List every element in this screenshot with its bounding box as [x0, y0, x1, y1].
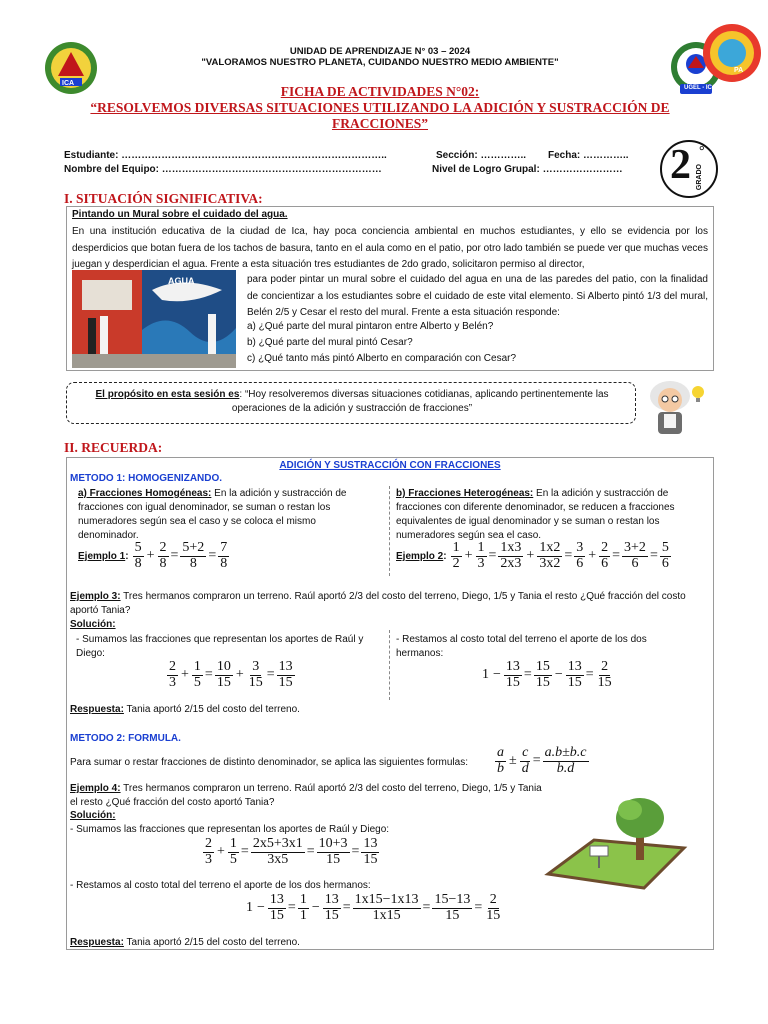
group-level-field[interactable]: Nivel de Logro Grupal: ……………………	[432, 164, 623, 175]
remember-box-title: ADICIÓN Y SUSTRACCIÓN CON FRACCIONES	[279, 460, 501, 471]
example-4-label: Ejemplo 4:	[70, 783, 121, 794]
school-logo-left-text: ICA	[62, 80, 75, 87]
question-c: c) ¿Qué tanto más pintó Alberto en comparación con Cesar?	[247, 353, 517, 364]
fraction: $\frac{3+2}{6}$	[624, 540, 646, 571]
heterogeneous-text	[396, 487, 702, 543]
example-2-label: Ejemplo 2	[396, 550, 444, 562]
section-1-heading: I. SITUACIÓN SIGNIFICATIVA:	[64, 191, 263, 206]
page-title-line-2: “RESOLVEMOS DIVERSAS SITUACIONES UTILIZANDO LA ADICIÓN Y SUSTRACCIÓN DE	[90, 100, 670, 115]
answer-3-label: Respuesta:	[70, 704, 124, 715]
ugel-logo-text: UGEL - ICA	[684, 85, 717, 91]
header-line-2: "VALORAMOS NUESTRO PLANETA, CUIDANDO NUESTRO MEDIO AMBIENTE"	[201, 57, 559, 68]
header-line-1: UNIDAD DE APRENDIZAJE N° 03 – 2024	[289, 46, 471, 57]
fraction: $\frac{13}{15}$	[567, 659, 582, 690]
grade-badge	[660, 140, 718, 198]
answer-4	[70, 937, 300, 948]
grade-label: GRADO	[696, 164, 703, 191]
heterogeneous-label: b) Fracciones Heterogéneas:	[396, 488, 534, 499]
answer-4-label: Respuesta:	[70, 937, 124, 948]
solution-3-right-text: - Restamos al costo total del terreno el aporte de los dos hermanos:	[396, 634, 647, 659]
example-3-sum: $\frac{2}{3}$ + $\frac{1}{5}$ = $\frac{10}{15}$ + $\frac{3}{15}$ = $\frac{13}{15}$	[169, 659, 293, 690]
purpose-text: : “Hoy resolveremos diversas situaciones cotidianas, aplicando pertinentemente las	[239, 389, 609, 400]
fraction: $\frac{1x3}{2x3}$	[500, 540, 522, 571]
fraction: $\frac{5}{6}$	[661, 540, 669, 571]
student-name-field[interactable]: Estudiante: ……………………………………………………………………..	[64, 150, 387, 161]
column-divider-2	[389, 630, 390, 700]
date-field[interactable]: Fecha: …………..	[548, 150, 629, 161]
page-title-line-1: FICHA DE ACTIVIDADES N°02:	[280, 84, 480, 99]
method-2-description: Para sumar o restar fracciones de distinto denominador, se aplica las siguientes formulas:	[70, 757, 468, 768]
fraction: $\frac{10}{15}$	[216, 659, 231, 690]
method-2-title: METODO 2: FORMULA.	[70, 733, 181, 744]
mural-text: AGUA	[168, 276, 195, 286]
section-2-heading: II. RECUERDA:	[64, 440, 163, 455]
example-3-label: Ejemplo 3:	[70, 591, 121, 602]
fraction: $\frac{2x5+3x1}{3x5}$	[252, 836, 303, 867]
example-3-difference: 1 − $\frac{13}{15}$ = $\frac{15}{15}$ − $\frac{13}{15}$ = $\frac{2}{15}$	[482, 659, 612, 690]
fraction: $\frac{2}{15}$	[597, 659, 612, 690]
team-name-field[interactable]: Nombre del Equipo: …………………………………………………………	[64, 164, 382, 175]
formula: $\frac{a}{b}$ ± $\frac{c}{d}$ = $\frac{a.b\pm b.c}{b.d}$	[497, 745, 587, 776]
fraction: $\frac{2}{6}$	[601, 540, 609, 571]
answer-3	[70, 704, 300, 715]
example-3-body: Tres hermanos compraron un terreno. Raúl aportó 2/3 del costo del terreno, Diego, 1/5 y Tania el resto ¿Qué fracción del costo aportó Tania?	[70, 591, 686, 616]
fraction: $\frac{5+2}{8}$	[182, 540, 205, 571]
fraction: $\frac{13}{15}$	[278, 659, 293, 690]
purpose-line-2: operaciones de la adición y sustracción de fracciones”	[231, 403, 473, 414]
question-a: a) ¿Qué parte del mural pintaron entre Alberto y Belén?	[247, 321, 494, 332]
solution-4-text-b: - Restamos al costo total del terreno el aporte de los dos hermanos:	[70, 880, 371, 891]
fraction: $\frac{5}{8}$	[134, 540, 142, 571]
homogeneous-body: En la adición y sustracción de fracciones con igual denominador, se suman o restan los numeradores según sea el caso y se coloca el mismo denominador.	[78, 488, 347, 541]
grade-number: 2	[670, 142, 691, 188]
fraction: $\frac{1x2}{3x2}$	[539, 540, 561, 571]
fraction: $\frac{13}{15}$	[505, 659, 520, 690]
column-divider-1	[389, 486, 390, 576]
homogeneous-label: a) Fracciones Homogéneas:	[78, 488, 212, 499]
fraction: $\frac{13}{15}$	[363, 836, 378, 867]
institution-logo-text: PA	[734, 67, 744, 74]
fraction: $\frac{2}{15}$	[486, 892, 501, 923]
solution-3-label: Solución:	[70, 619, 116, 630]
fraction: $\frac{2}{8}$	[159, 540, 167, 571]
example-4-body: Tres hermanos compraron un terreno. Raúl aportó 2/3 del costo del terreno, Diego, 1/5 y Tania el resto ¿Qué fracción del costo aportó Tania?	[70, 783, 542, 808]
fraction: $\frac{a}{b}$	[497, 745, 504, 776]
page-title-line-3: FRACCIONES”	[331, 116, 428, 131]
purpose-line-1	[72, 389, 632, 400]
example-4-sum: $\frac{2}{3}$ + $\frac{1}{5}$ = $\frac{2x5+3x1}{3x5}$ = $\frac{10+3}{15}$ = $\frac{13}{15}$	[205, 836, 378, 867]
fraction: $\frac{3}{15}$	[248, 659, 263, 690]
fraction: $\frac{a.b\pm b.c}{b.d}$	[544, 745, 587, 776]
homogeneous-text	[78, 487, 378, 543]
solution-4-label: Solución:	[70, 810, 116, 821]
section-field[interactable]: Sección: …………..	[436, 150, 527, 161]
situation-subtitle: Pintando un Mural sobre el cuidado del agua.	[72, 209, 288, 220]
question-b: b) ¿Qué parte del mural pintó Cesar?	[247, 337, 413, 348]
answer-3-body: Tania aportó 2/15 del costo del terreno.	[123, 704, 300, 715]
fraction: $\frac{c}{d}$	[521, 745, 529, 776]
fraction: $\frac{15}{15}$	[535, 659, 550, 690]
method-1-title: METODO 1: HOMOGENIZANDO.	[70, 473, 223, 484]
fraction: $\frac{1}{3}$	[477, 540, 485, 571]
grade-degree: °	[699, 144, 705, 159]
institution-logo	[696, 22, 764, 84]
example-2: Ejemplo 2 : $\frac{1}{2}$ + $\frac{1}{3}$ = $\frac{1x3}{2x3}$ + $\frac{1x2}{3x2}$ = $\frac{3}{6}$ + $\frac{2}{6}$ = $\frac{3+2}{6}$ = $\frac{5}{6}$	[396, 540, 669, 571]
fraction: $\frac{1}{5}$	[229, 836, 237, 867]
solution-4-text-a: - Sumamos las fracciones que representan los aportes de Raúl y Diego:	[70, 824, 390, 835]
einstein-illustration	[642, 376, 708, 442]
fraction: $\frac{10+3}{15}$	[318, 836, 348, 867]
situation-paragraph-1: En una institución educativa de la ciudad de Ica, hay poca conciencia ambiental en muchos estudiantes, y ello se evidencia por los desperdicios que botan fuera de los tachos de basura, tanto en el aula como en el patio, por otro lado también se puede ver que muchas veces juegan y desperdician el agua. Frente a esta situación tres estudiantes de 2do grado, solicitaron permiso al director,	[72, 226, 708, 270]
fraction: $\frac{2}{3}$	[169, 659, 176, 690]
fraction: $\frac{13}{15}$	[269, 892, 284, 923]
fraction: $\frac{2}{3}$	[205, 836, 212, 867]
situation-paragraph-2: para poder pintar un mural sobre el cuidado del agua en una de las paredes del patio, con la finalidad de concientizar a los estudiantes sobre el cuidado de este vital elemento. Si Alberto pintó 1/3 del mural, Belén 2/5 y Cesar el resto del mural. Frente a esta situación responde:	[247, 274, 708, 318]
fraction: $\frac{3}{6}$	[576, 540, 584, 571]
example-1-label: Ejemplo 1	[78, 550, 126, 562]
fraction: $\frac{1}{5}$	[193, 659, 201, 690]
heterogeneous-body: En la adición y sustracción de fracciones con diferente denominador, se reducen a fracciones equivalentes de igual denominador y se suman o restan los numeradores según sea el caso.	[396, 488, 675, 541]
example-4-text	[70, 782, 542, 810]
answer-4-body: Tania aportó 2/15 del costo del terreno.	[123, 937, 300, 948]
example-1: Ejemplo 1 : $\frac{5}{8}$ + $\frac{2}{8}$ = $\frac{5+2}{8}$ = $\frac{7}{8}$	[78, 540, 228, 571]
fraction: $\frac{1}{2}$	[452, 540, 460, 571]
solution-3-left-text: - Sumamos las fracciones que representan los aportes de Raúl y Diego:	[76, 634, 364, 659]
purpose-label: El propósito en esta sesión es	[95, 389, 240, 400]
land-illustration	[544, 796, 690, 892]
fraction: $\frac{15-13}{15}$	[434, 892, 471, 923]
fraction: $\frac{1}{1}$	[299, 892, 307, 923]
fraction: $\frac{7}{8}$	[220, 540, 228, 571]
example-4-difference: 1 − $\frac{13}{15}$ = $\frac{1}{1}$ − $\frac{13}{15}$ = $\frac{1x15-1x13}{1x15}$ = $\frac{15-13}{15}$ = $\frac{2}{15}$	[246, 892, 501, 923]
fraction: $\frac{13}{15}$	[324, 892, 339, 923]
mural-photo	[72, 270, 236, 368]
example-3-text	[70, 590, 710, 618]
fraction: $\frac{1x15-1x13}{1x15}$	[354, 892, 419, 923]
